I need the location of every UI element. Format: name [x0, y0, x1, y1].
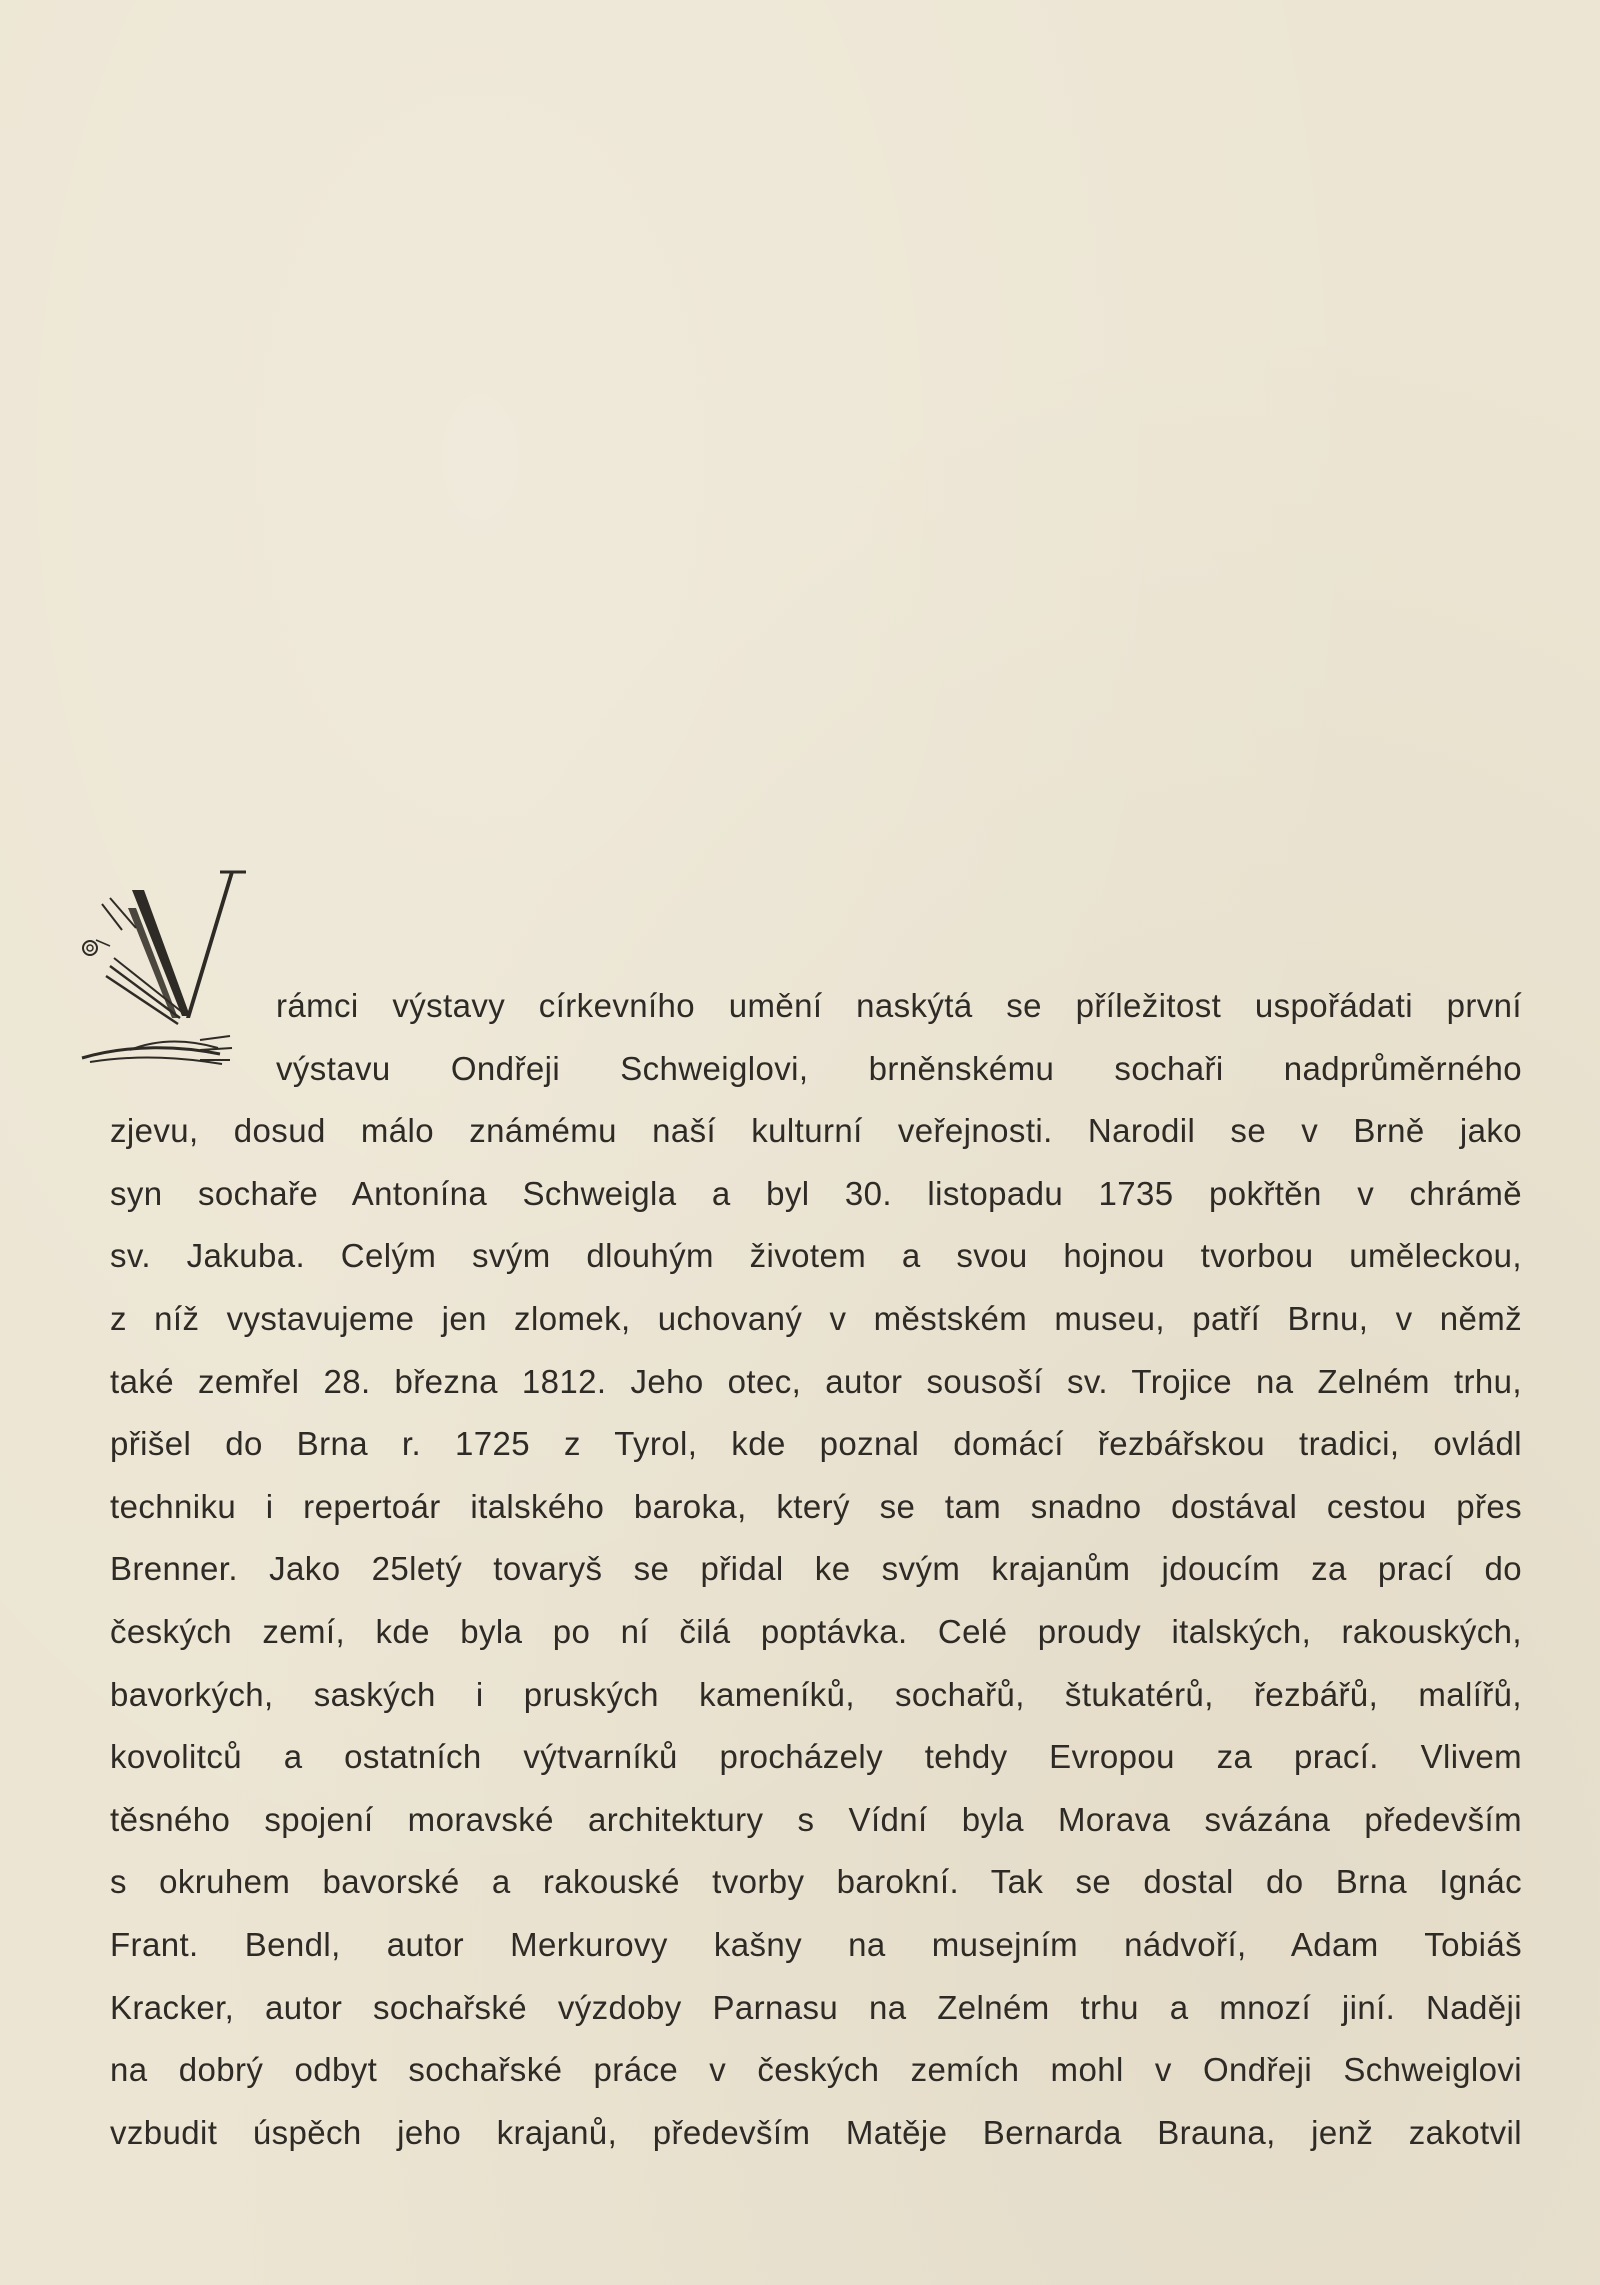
text-line: výstavu Ondřeji Schweiglovi, brněnskému sochaři nadprůměrného [276, 1049, 1522, 1087]
text-line: s okruhem bavorské a rakouské tvorby barokní. Tak se dostal do Brna Ignác [110, 1863, 1522, 1901]
text-line: techniku i repertoár italského baroka, který se tam snadno dostával cestou přes [110, 1487, 1522, 1525]
text-line: zjevu, dosud málo známému naší kulturní veřejnosti. Narodil se v Brně jako [110, 1112, 1522, 1150]
text-line: z níž vystavujeme jen zlomek, uchovaný v městském museu, patří Brnu, v němž [110, 1299, 1522, 1337]
text-line: syn sochaře Antonína Schweigla a byl 30. listopadu 1735 pokřtěn v chrámě [110, 1174, 1522, 1212]
text-line: českých zemí, kde byla po ní čilá poptávka. Celé proudy italských, rakouských, [110, 1612, 1522, 1650]
text-line: Brenner. Jako 25letý tovaryš se přidal ke svým krajanům jdoucím za prací do [110, 1550, 1522, 1588]
body-text [110, 975, 1522, 2164]
text-line: přišel do Brna r. 1725 z Tyrol, kde poznal domácí řezbářskou tradici, ovládl [110, 1425, 1522, 1463]
text-line: vzbudit úspěch jeho krajanů, především Matěje Bernarda Brauna, jenž zakotvil [110, 2113, 1522, 2151]
text-line: rámci výstavy církevního umění naskýtá se příležitost uspořádati první [276, 987, 1522, 1024]
text-line: na dobrý odbyt sochařské práce v českých zemích mohl v Ondřeji Schweiglovi [110, 2051, 1522, 2089]
text-line: bavorkých, saských i pruských kameníků, sochařů, štukatérů, řezbářů, malířů, [110, 1675, 1522, 1713]
text-line: těsného spojení moravské architektury s Vídní byla Morava svázána především [110, 1800, 1522, 1838]
text-line: také zemřel 28. března 1812. Jeho otec, autor sousoší sv. Trojice na Zelném trhu, [110, 1362, 1522, 1400]
text-line: sv. Jakuba. Celým svým dlouhým životem a svou hojnou tvorbou uměleckou, [110, 1237, 1522, 1275]
text-line: Frant. Bendl, autor Merkurovy kašny na musejním nádvoří, Adam Tobiáš [110, 1925, 1522, 1963]
text-line: kovolitců a ostatních výtvarníků procházely tehdy Evropou za prací. Vlivem [110, 1738, 1522, 1776]
text-line: Kracker, autor sochařské výzdoby Parnasu na Zelném trhu a mnozí jiní. Naději [110, 1988, 1522, 2026]
